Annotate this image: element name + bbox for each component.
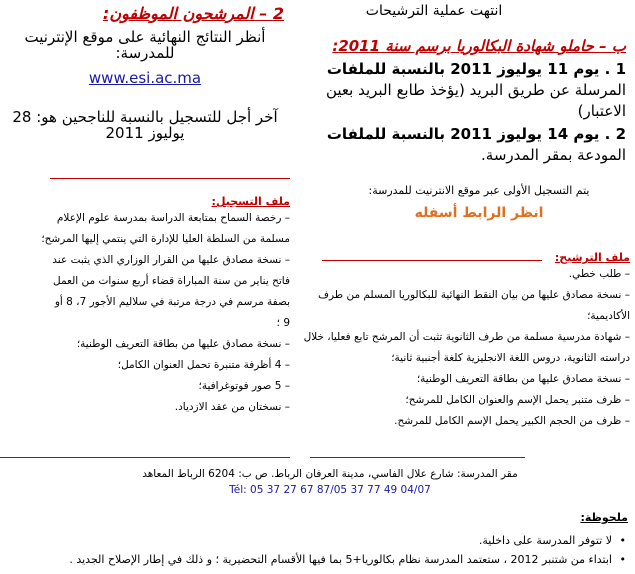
date-deposit-paragraph bbox=[298, 124, 630, 166]
candidacy-dossier bbox=[298, 251, 630, 432]
list-item bbox=[0, 531, 626, 550]
left-divider bbox=[50, 178, 290, 179]
results-line-2: للمدرسة: bbox=[115, 44, 175, 62]
list-item: – 5 صور فوتوغرافية؛ bbox=[198, 380, 290, 392]
list-item: – نسخة مصادق عليها من بطاقة التعريف الوطنية؛ bbox=[416, 373, 630, 385]
bullet-icon: • bbox=[619, 534, 626, 547]
list-item: – رخصة السماح بمتابعة الدراسة بمدرسة علوم الإعلام bbox=[56, 212, 290, 224]
left-bottom-divider bbox=[0, 457, 290, 458]
results-line-1: أنظر النتائج النهائية على موقع الإنترنيت bbox=[24, 28, 266, 46]
school-address: مقر المدرسة: شارع علال الفاسي، مدينة العرفان الرباط. ص ب: 6204 الرباط المعاهد bbox=[142, 468, 518, 480]
list-item: – ظرف من الحجم الكبير يحمل الإسم الكامل للمرشح. bbox=[394, 415, 630, 427]
registration-dossier-title: ملف التسجيل: bbox=[211, 195, 290, 208]
list-item: الأكاديمية؛ bbox=[587, 310, 630, 322]
date-postal-line-2: المرسلة عن طريق البريد (يؤخذ طابع البريد بعين bbox=[325, 81, 626, 99]
list-item: – نسخة مصادق عليها من القرار الوزاري الذي يثبت عند bbox=[52, 254, 290, 266]
right-column bbox=[298, 0, 630, 432]
list-item: – ظرف متنبر يحمل الإسم والعنوان الكامل للمرشح؛ bbox=[405, 394, 630, 406]
notes-title: ملحوظة: bbox=[580, 511, 628, 524]
right-divider bbox=[322, 260, 542, 261]
date-postal-line-1: 1 . يوم 11 يوليوز 2011 بالنسبة للملفات bbox=[326, 60, 626, 78]
list-item: مسلمة من السلطة العليا للإدارة التي ينتمي إليها المرشح؛ bbox=[41, 233, 290, 245]
school-website-link[interactable]: www.esi.ac.ma bbox=[88, 69, 202, 87]
note-text: ابتداء من شتنبر 2012 ، ستعتمد المدرسة نظام بكالوريا+5 بما فيها الأقسام التحضيرية ؛ و ذلك في إطار الإصلاح الجديد . bbox=[69, 553, 612, 566]
list-item: – شهادة مدرسية مسلمة من طرف الثانوية تثبت أن المرشح تابع فعليا، خلال bbox=[303, 331, 630, 343]
right-bottom-divider bbox=[310, 457, 525, 458]
date-deposit-line-1: 2 . يوم 14 يوليوز 2011 بالنسبة للملفات bbox=[326, 125, 626, 143]
date-postal-line-3: الاعتبار) bbox=[577, 102, 626, 120]
note-text: لا تتوفر المدرسة على داخلية. bbox=[478, 534, 612, 547]
school-phone: Tél: 05 37 27 67 87/05 37 77 49 04/07 bbox=[229, 484, 431, 496]
notes-section bbox=[0, 508, 630, 569]
online-registration-text: يتم التسجيل الأولى عبر موقع الانترنيت للمدرسة: bbox=[368, 184, 590, 197]
candidacy-dossier-title: ملف الترشيح: bbox=[554, 251, 630, 264]
list-item: – نسخة مصادق عليها من بطاقة التعريف الوطنية؛ bbox=[76, 338, 290, 350]
left-column bbox=[0, 0, 290, 418]
registration-dossier-list bbox=[0, 208, 290, 418]
list-item: 9 ؛ bbox=[276, 317, 290, 329]
deadline-line-1: آخر أجل للتسجيل بالنسبة للناجحين هو: 28 bbox=[12, 108, 278, 126]
list-item: دراسته الثانوية، دروس اللغة الانجليزية كلغة أجنبية ثانية؛ bbox=[391, 352, 630, 364]
candidacy-dossier-list bbox=[298, 264, 630, 432]
employees-title: 2 – المرشحون الموظفون: bbox=[102, 4, 284, 23]
results-paragraph bbox=[0, 29, 290, 61]
link-below-text[interactable]: انظر الرابط أسفله bbox=[414, 205, 544, 221]
date-deposit-line-2: المودعة بمقر المدرسة. bbox=[481, 146, 626, 164]
date-postal-paragraph bbox=[298, 59, 630, 122]
list-item: – طلب خطي. bbox=[568, 268, 630, 280]
candidacy-closed-text: انتهت عملية الترشيحات bbox=[365, 3, 503, 19]
section-b-title: ب – حاملو شهادة البكالوريا برسم سنة 2011: bbox=[332, 37, 626, 55]
deadline-line-2: يوليوز 2011 bbox=[105, 124, 185, 142]
footer-address bbox=[120, 466, 540, 498]
registration-dossier bbox=[0, 195, 290, 418]
list-item: فاتح يناير من سنة المباراة قضاء أربع سنوات من العمل bbox=[53, 275, 290, 287]
deadline-paragraph bbox=[0, 109, 290, 141]
list-item: – نسخة مصادق عليها من بيان النقط النهائية للبكالوريا المسلم من طرف bbox=[318, 289, 630, 301]
notes-list bbox=[0, 531, 630, 569]
list-item: – 4 أظرفة متنبرة تحمل العنوان الكامل؛ bbox=[117, 359, 290, 371]
list-item: بصفة مرسم في درجة مرتبة في سلاليم الأجور 7، 8 أو bbox=[54, 296, 290, 308]
list-item bbox=[0, 550, 626, 569]
bullet-icon: • bbox=[619, 553, 626, 566]
list-item: – نسختان من عقد الازدياد. bbox=[174, 401, 290, 413]
